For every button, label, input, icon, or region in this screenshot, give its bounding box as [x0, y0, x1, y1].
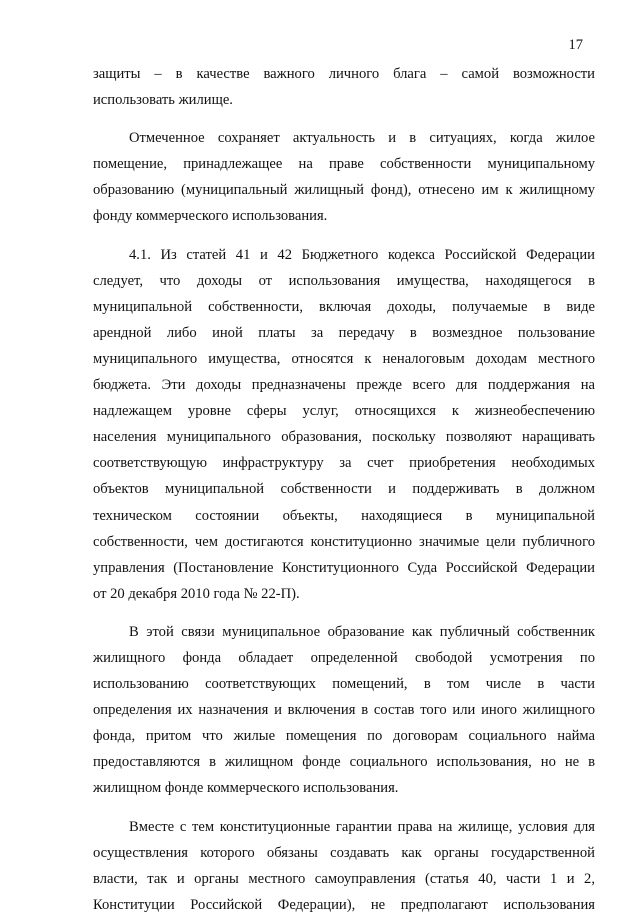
text-line: следует, что доходы от использования имущества, находящегося в: [93, 272, 595, 289]
text-line: Вместе с тем конституционные гарантии права на жилище, условия для: [129, 818, 595, 835]
text-line: муниципального имущества, относятся к неналоговым доходам местного: [93, 350, 595, 367]
text-line: помещение, принадлежащее на праве собственности муниципальному: [93, 156, 595, 173]
document-body: [93, 61, 595, 918]
paragraph-3: [93, 242, 595, 607]
text-line: техническом состоянии объекты, находящиеся в муниципальной: [93, 507, 595, 524]
text-line: арендной либо иной платы за передачу в возмездное пользование: [93, 324, 595, 341]
text-line: образованию (муниципальный жилищный фонд), отнесено им к жилищному: [93, 182, 595, 199]
text-line: определения их назначения и включения в состав того или иного жилищного: [93, 702, 595, 719]
text-line: жилищном фонде коммерческого использования.: [93, 780, 399, 797]
paragraph-5: [93, 814, 595, 918]
text-line: муниципальной собственности, включая доходы, получаемые в виде: [93, 298, 595, 315]
text-line: фонду коммерческого использования.: [93, 208, 328, 225]
text-line: надлежащем уровне сферы услуг, относящихся к жизнеобеспечению: [93, 403, 595, 420]
text-line: управления (Постановление Конституционного Суда Российской Федерации: [93, 559, 595, 576]
text-line: от 20 декабря 2010 года № 22-П).: [93, 585, 300, 602]
text-line: Конституции Российской Федерации), не предполагают использования: [93, 896, 595, 913]
text-line: власти, так и органы местного самоуправления (статья 40, части 1 и 2,: [93, 870, 595, 887]
text-line: жилищного фонда обладает определенной свободой усмотрения по: [93, 649, 595, 666]
text-line: населения муниципального образования, поскольку позволяют наращивать: [93, 429, 595, 446]
paragraph-2: [93, 125, 595, 229]
page-number: 17: [568, 37, 583, 53]
text-line: Отмеченное сохраняет актуальность и в ситуациях, когда жилое: [129, 130, 595, 147]
text-line: 4.1. Из статей 41 и 42 Бюджетного кодекса Российской Федерации: [129, 246, 595, 263]
text-line: использованию соответствующих помещений, в том числе в части: [93, 676, 595, 693]
text-line: предоставляются в жилищном фонде социального использования, но не в: [93, 754, 595, 771]
text-line: бюджета. Эти доходы предназначены прежде всего для поддержания на: [93, 377, 595, 394]
text-line: соответствующую инфраструктуру за счет приобретения необходимых: [93, 455, 595, 472]
paragraph-4: [93, 619, 595, 802]
text-line: защиты – в качестве важного личного блага – самой возможности: [93, 66, 595, 82]
text-line: фонда, притом что жилые помещения по договорам социального найма: [93, 728, 595, 745]
text-line: осуществления которого обязаны создавать как органы государственной: [93, 844, 595, 861]
text-line: В этой связи муниципальное образование как публичный собственник: [129, 623, 595, 640]
paragraph-1: [93, 61, 595, 113]
text-line: объектов муниципальной собственности и поддерживать в должном: [93, 481, 595, 498]
text-line: использовать жилище.: [93, 92, 233, 109]
text-line: собственности, чем достигаются конституционно значимые цели публичного: [93, 533, 595, 550]
